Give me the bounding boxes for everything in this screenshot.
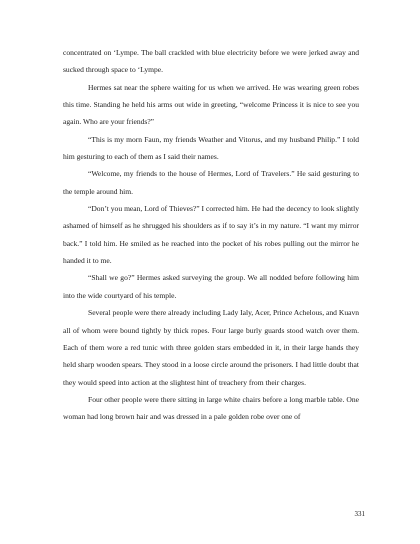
paragraph: “Shall we go?” Hermes asked surveying the group. We all nodded before following him into the wide courtyard of his temple. (63, 273, 359, 300)
body-text (63, 44, 359, 426)
paragraph: “Don’t you mean, Lord of Thieves?” I corrected him. He had the decency to look slightly ashamed of himself as he shrugged his shoulders as if to say it’s in my nature. “I want my mirror back.” I told him. He smiled as he reached into the pocket of his robes pulling out the mirror he handed it to me. (63, 204, 359, 266)
paragraph: concentrated on ‘Lympe. The ball crackled with blue electricity before we were jerked away and sucked through space to ‘Lympe. (63, 48, 359, 75)
paragraph: Several people were there already including Lady Ialy, Acer, Prince Achelous, and Kuavn all of whom were bound tightly by thick ropes. Four large burly guards stood watch over them. Each of them wore a red tunic with three golden stars embedded in it, in their large hands they held sharp wooden spears. They stood in a loose circle around the prisoners. I had little doubt that they would speed into action at the slightest hint of treachery from their charges. (63, 308, 359, 387)
paragraph: Hermes sat near the sphere waiting for us when we arrived. He was wearing green robes this time. Standing he held his arms out wide in greeting, “welcome Princess it is nice to see you again. Who are your friends?” (63, 82, 359, 127)
paragraph: Four other people were there sitting in large white chairs before a long marble table. One woman had long brown hair and was dressed in a pale golden robe over one of (63, 394, 359, 422)
paragraph: “This is my morn Faun, my friends Weather and Vitorus, and my husband Philip.” I told him gesturing to each of them as I said their names. (63, 134, 359, 162)
page-number: 331 (354, 510, 365, 518)
paragraph: “Welcome, my friends to the house of Hermes, Lord of Travelers.” He said gesturing to the temple around him. (63, 169, 359, 196)
